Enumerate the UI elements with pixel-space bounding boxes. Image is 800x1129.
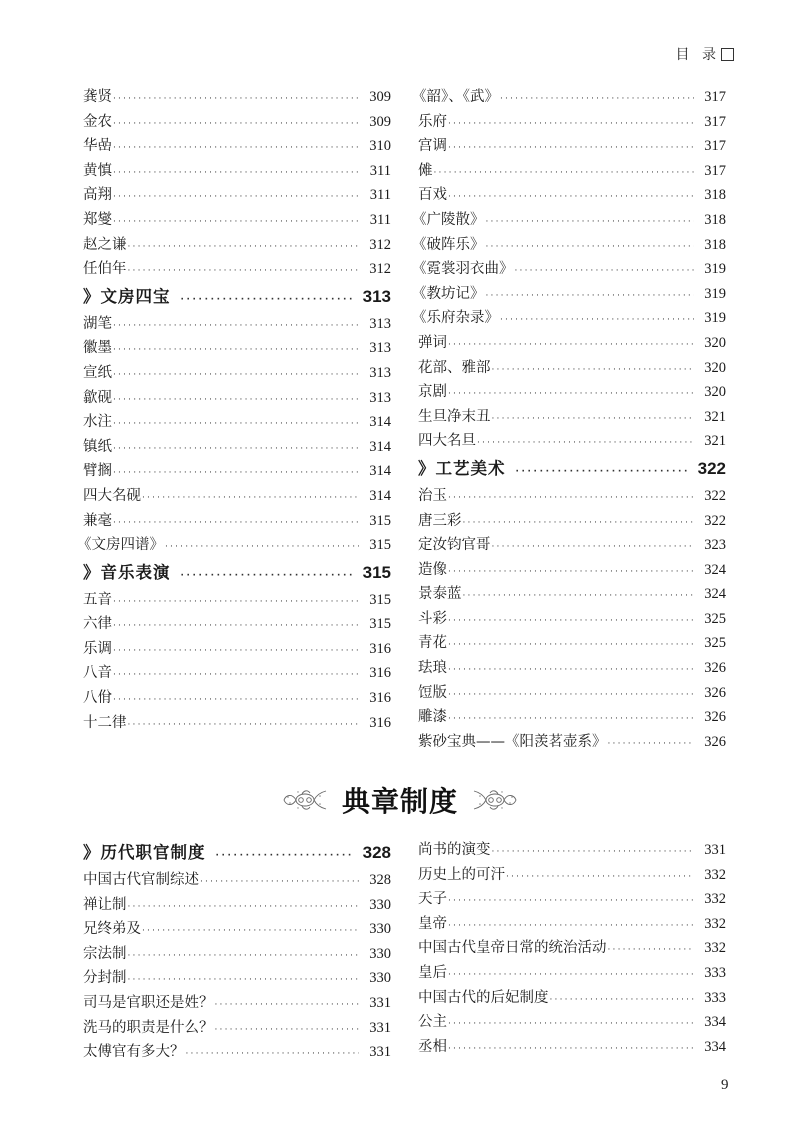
toc-entry-page: 331: [704, 842, 726, 858]
toc-entry[interactable]: [77, 533, 391, 558]
toc-entry-page: 326: [704, 660, 726, 677]
toc-entry[interactable]: [418, 936, 726, 961]
toc-entry-page: 331: [369, 994, 391, 1011]
toc-entry-page: 330: [369, 896, 391, 913]
dot-leader: [215, 993, 360, 1018]
dot-leader: [506, 865, 694, 890]
square-box-icon: [721, 48, 734, 61]
dot-leader: [113, 511, 359, 536]
toc-entry[interactable]: [83, 991, 391, 1016]
toc-entry[interactable]: [83, 1040, 391, 1065]
dot-leader: [608, 732, 695, 757]
dot-leader: [113, 185, 359, 210]
toc-entry-title: 赵之谦: [83, 236, 127, 253]
page-number: 9: [721, 1077, 729, 1093]
toc-entry-page: 317: [704, 162, 726, 179]
floral-ornament-left-icon: [282, 787, 328, 813]
dot-leader: [113, 461, 359, 486]
toc-entry[interactable]: [83, 257, 391, 282]
toc-entry[interactable]: [418, 380, 726, 405]
toc-entry[interactable]: [83, 588, 391, 613]
toc-entry[interactable]: [418, 863, 726, 888]
dot-leader: [448, 609, 694, 634]
toc-entry-title: 湖笔: [83, 315, 112, 332]
toc-entry[interactable]: [83, 612, 391, 637]
toc-entry[interactable]: [418, 912, 726, 937]
toc-section-heading[interactable]: [83, 282, 391, 312]
toc-entry[interactable]: [83, 484, 391, 509]
dot-leader: [448, 889, 694, 914]
toc-entry-title: 中国古代官制综述: [83, 872, 199, 888]
toc-entry[interactable]: [83, 637, 391, 662]
toc-entry-page: 318: [704, 187, 726, 204]
toc-entry[interactable]: [418, 405, 726, 430]
toc-entry[interactable]: [83, 435, 391, 460]
toc-entry[interactable]: [418, 558, 726, 583]
toc-entry-page: 332: [704, 866, 726, 883]
toc-entry-title: 《霓裳羽衣曲》: [412, 261, 514, 278]
toc-entry-title: 珐琅: [418, 660, 447, 677]
toc-entry-page: 326: [704, 709, 726, 726]
toc-upper-right-column: [412, 85, 726, 754]
toc-entry-page: 316: [369, 665, 391, 682]
toc-entry[interactable]: [83, 208, 391, 233]
chapter-heading: [0, 780, 800, 820]
toc-entry[interactable]: [418, 730, 726, 755]
dot-leader: [128, 968, 360, 993]
toc-entry-title: 丞相: [418, 1038, 447, 1055]
toc-entry-page: 332: [704, 915, 726, 932]
toc-entry-title: 宫调: [418, 138, 447, 155]
dot-leader: [486, 284, 695, 309]
toc-entry-title: 》文房四宝: [83, 286, 171, 306]
dot-leader: [216, 841, 354, 871]
toc-entry[interactable]: [418, 656, 726, 681]
dot-leader: [113, 388, 359, 413]
dot-leader: [113, 338, 359, 363]
dot-leader: [608, 938, 695, 963]
running-head: [676, 44, 734, 64]
toc-section-heading[interactable]: [83, 838, 391, 868]
toc-entry[interactable]: [83, 110, 391, 135]
dot-leader: [128, 713, 360, 738]
dot-leader: [448, 658, 694, 683]
dot-leader: [463, 584, 695, 609]
dot-leader: [113, 688, 359, 713]
toc-entry-title: 历史上的可汗: [418, 866, 505, 883]
toc-entry[interactable]: [83, 509, 391, 534]
toc-entry-title: 司马是官职还是姓？: [83, 994, 214, 1011]
toc-entry-title: 公主: [418, 1014, 447, 1031]
toc-entry-page: 325: [704, 610, 726, 627]
toc-entry-page: 324: [704, 561, 726, 578]
toc-entry-page: 330: [369, 921, 391, 938]
toc-entry-title: 臂搁: [83, 463, 112, 480]
toc-section-heading[interactable]: [418, 454, 726, 484]
dot-leader: [128, 235, 360, 260]
toc-entry-title: 徽墨: [83, 340, 112, 357]
toc-entry-title: 京剧: [418, 384, 447, 401]
toc-entry-page: 330: [369, 945, 391, 962]
toc-entry-title: 皇后: [418, 964, 447, 981]
dot-leader: [113, 639, 359, 664]
toc-entry[interactable]: [83, 183, 391, 208]
toc-entry-title: 天子: [418, 891, 447, 908]
toc-entry[interactable]: [418, 429, 726, 454]
toc-entry-page: 313: [369, 389, 391, 406]
toc-entry-page: 317: [704, 113, 726, 130]
toc-entry[interactable]: [83, 917, 391, 942]
toc-entry[interactable]: [412, 85, 726, 110]
toc-entry-title: 黄慎: [83, 162, 112, 179]
toc-entry-page: 318: [704, 236, 726, 253]
dot-leader: [448, 707, 694, 732]
toc-entry-title: 六律: [83, 616, 112, 633]
toc-entry-title: 《乐府杂录》: [412, 310, 499, 327]
toc-entry-page: 322: [704, 512, 726, 529]
dot-leader: [492, 358, 695, 383]
toc-entry-page: 315: [369, 616, 391, 633]
toc-lower-left-column: [83, 838, 391, 1065]
toc-entry-title: 造像: [418, 561, 447, 578]
dot-leader: [113, 590, 359, 615]
toc-entry-page: 333: [704, 989, 726, 1006]
toc-entry-page: 309: [369, 113, 391, 130]
toc-entry-page: 326: [704, 684, 726, 701]
toc-entry-title: 高翔: [83, 187, 112, 204]
toc-entry[interactable]: [418, 1035, 726, 1060]
dot-leader: [486, 235, 695, 260]
floral-ornament-right-icon: [472, 787, 518, 813]
toc-entry[interactable]: [412, 208, 726, 233]
toc-entry-page: 314: [369, 487, 391, 504]
dot-leader: [113, 210, 359, 235]
toc-entry[interactable]: [412, 306, 726, 331]
toc-entry-page: 321: [704, 408, 726, 425]
toc-entry-page: 316: [369, 690, 391, 707]
dot-leader: [448, 486, 694, 511]
toc-entry-page: 330: [369, 970, 391, 987]
toc-entry-title: 宣纸: [83, 364, 112, 381]
dot-leader: [492, 535, 695, 560]
toc-entry[interactable]: [418, 356, 726, 381]
toc-entry-title: 宗法制: [83, 945, 127, 962]
toc-entry-title: 分封制: [83, 970, 127, 987]
toc-entry-page: 332: [704, 891, 726, 908]
toc-entry-title: 十二律: [83, 714, 127, 731]
toc-entry-title: 斗彩: [418, 610, 447, 627]
dot-leader: [165, 535, 359, 560]
toc-entry-page: 311: [369, 162, 391, 179]
toc-entry-page: 315: [369, 591, 391, 608]
dot-leader: [113, 663, 359, 688]
toc-entry[interactable]: [83, 1016, 391, 1041]
toc-entry-page: 322: [704, 487, 726, 504]
toc-entry-page: 315: [369, 512, 391, 529]
toc-entry[interactable]: [412, 233, 726, 258]
toc-entry[interactable]: [83, 410, 391, 435]
toc-entry[interactable]: [83, 966, 391, 991]
dot-leader: [448, 560, 694, 585]
running-head-label: 目 录: [675, 47, 720, 63]
toc-entry-title: 定汝钧官哥: [418, 537, 491, 554]
toc-entry[interactable]: [412, 282, 726, 307]
toc-entry[interactable]: [83, 459, 391, 484]
dot-leader: [500, 308, 694, 333]
toc-entry-page: 312: [369, 261, 391, 278]
toc-entry-title: 《广陵散》: [412, 211, 485, 228]
toc-entry-page: 322: [697, 458, 726, 478]
toc-entry[interactable]: [83, 868, 391, 893]
toc-entry-title: 禅让制: [83, 896, 127, 913]
toc-entry[interactable]: [83, 893, 391, 918]
toc-entry-title: 四大名砚: [83, 487, 141, 504]
dot-leader: [200, 870, 359, 895]
toc-entry-title: 青花: [418, 635, 447, 652]
toc-entry[interactable]: [83, 336, 391, 361]
toc-entry-page: 331: [369, 1044, 391, 1061]
toc-entry-title: 紫砂宝典——《阳羡茗壶系》: [418, 733, 607, 750]
toc-entry-title: 乐调: [83, 640, 112, 657]
dot-leader: [186, 1042, 360, 1067]
dot-leader: [448, 1012, 694, 1037]
dot-leader: [448, 963, 694, 988]
toc-entry-page: 314: [369, 463, 391, 480]
toc-entry[interactable]: [418, 607, 726, 632]
toc-entry-page: 320: [704, 384, 726, 401]
toc-entry-page: 318: [704, 211, 726, 228]
toc-entry-title: 《韶》、《武》: [412, 89, 499, 105]
toc-entry[interactable]: [418, 838, 726, 863]
toc-entry[interactable]: [418, 331, 726, 356]
toc-entry-title: 》工艺美术: [418, 458, 506, 478]
toc-entry-page: 331: [369, 1019, 391, 1036]
toc-entry-title: 兼毫: [83, 512, 112, 529]
toc-entry-page: 313: [369, 364, 391, 381]
toc-upper-left-column: [77, 85, 391, 735]
toc-entry-page: 324: [704, 586, 726, 603]
toc-entry-page: 328: [362, 843, 391, 862]
toc-entry-page: 319: [704, 310, 726, 327]
toc-entry-page: 320: [704, 334, 726, 351]
toc-entry-title: 花部、雅部: [418, 359, 491, 376]
toc-entry[interactable]: [418, 183, 726, 208]
toc-entry[interactable]: [418, 681, 726, 706]
dot-leader: [113, 136, 359, 161]
dot-leader: [448, 914, 694, 939]
toc-entry[interactable]: [412, 257, 726, 282]
toc-entry-page: 311: [369, 211, 391, 228]
toc-entry[interactable]: [83, 159, 391, 184]
dot-leader: [500, 87, 694, 112]
toc-entry-page: 310: [369, 138, 391, 155]
dot-leader: [113, 363, 359, 388]
toc-entry[interactable]: [83, 361, 391, 386]
toc-entry-page: 334: [704, 1014, 726, 1031]
dot-leader: [113, 314, 359, 339]
dot-leader: [128, 895, 360, 920]
toc-entry[interactable]: [418, 986, 726, 1011]
toc-entry-title: 景泰蓝: [418, 586, 462, 603]
toc-entry[interactable]: [83, 85, 391, 110]
dot-leader: [515, 259, 695, 284]
toc-entry-title: 》历代职官制度: [83, 843, 206, 862]
toc-entry[interactable]: [418, 110, 726, 135]
toc-entry-title: 生旦净末丑: [418, 408, 491, 425]
toc-entry-title: 任伯年: [83, 261, 127, 278]
toc-entry[interactable]: [83, 386, 391, 411]
dot-leader: [113, 112, 359, 137]
dot-leader: [113, 437, 359, 462]
dot-leader: [448, 185, 694, 210]
dot-leader: [448, 136, 694, 161]
toc-section-heading[interactable]: [83, 558, 391, 588]
dot-leader: [486, 210, 695, 235]
toc-entry[interactable]: [83, 233, 391, 258]
toc-entry-page: 316: [369, 640, 391, 657]
dot-leader: [434, 161, 695, 186]
toc-entry-page: 315: [362, 562, 391, 582]
toc-entry-title: 唐三彩: [418, 512, 462, 529]
toc-entry-title: 太傅官有多大？: [83, 1044, 185, 1061]
toc-entry-page: 320: [704, 359, 726, 376]
toc-entry-title: 皇帝: [418, 915, 447, 932]
toc-entry-title: 百戏: [418, 187, 447, 204]
toc-entry-title: 八佾: [83, 690, 112, 707]
toc-entry-title: 饾版: [418, 684, 447, 701]
dot-leader: [448, 333, 694, 358]
toc-entry-title: 镇纸: [83, 438, 112, 455]
toc-entry-title: 水注: [83, 414, 112, 431]
toc-entry-page: 311: [369, 187, 391, 204]
dot-leader: [113, 614, 359, 639]
toc-entry-title: 兄终弟及: [83, 921, 141, 938]
toc-entry-title: 傩: [418, 162, 433, 179]
chapter-title: 典章制度: [341, 785, 458, 818]
toc-entry-page: 312: [369, 236, 391, 253]
toc-entry[interactable]: [418, 705, 726, 730]
toc-entry-title: 弹词: [418, 334, 447, 351]
toc-entry-page: 321: [704, 433, 726, 450]
toc-entry-page: 333: [704, 964, 726, 981]
dot-leader: [492, 840, 695, 865]
dot-leader: [142, 486, 359, 511]
toc-entry-title: 《文房四谱》: [77, 537, 164, 554]
toc-entry-page: 309: [369, 89, 391, 105]
toc-entry-page: 316: [369, 714, 391, 731]
toc-entry-title: 金农: [83, 113, 112, 130]
dot-leader: [181, 561, 354, 591]
dot-leader: [113, 412, 359, 437]
dot-leader: [463, 511, 695, 536]
dot-leader: [448, 112, 694, 137]
toc-entry-title: 》音乐表演: [83, 562, 171, 582]
dot-leader: [448, 633, 694, 658]
dot-leader: [492, 407, 695, 432]
toc-entry-page: 334: [704, 1038, 726, 1055]
toc-entry[interactable]: [418, 134, 726, 159]
toc-entry-title: 中国古代皇帝日常的统治活动: [418, 940, 607, 957]
toc-entry-page: 332: [704, 940, 726, 957]
toc-entry[interactable]: [83, 711, 391, 736]
toc-entry-page: 314: [369, 414, 391, 431]
toc-entry-title: 五音: [83, 591, 112, 608]
toc-entry-page: 317: [704, 89, 726, 105]
dot-leader: [113, 87, 359, 112]
toc-entry[interactable]: [83, 686, 391, 711]
toc-entry[interactable]: [418, 582, 726, 607]
toc-entry-page: 317: [704, 138, 726, 155]
toc-lower-right-column: [418, 838, 726, 1059]
dot-leader: [550, 988, 695, 1013]
toc-entry-page: 313: [362, 286, 391, 306]
toc-entry-title: 四大名旦: [418, 433, 476, 450]
toc-entry-title: 八音: [83, 665, 112, 682]
toc-entry[interactable]: [83, 942, 391, 967]
toc-entry-title: 华嵒: [83, 138, 112, 155]
toc-entry-page: 313: [369, 315, 391, 332]
toc-entry[interactable]: [418, 887, 726, 912]
dot-leader: [181, 285, 354, 315]
toc-entry-page: 319: [704, 285, 726, 302]
toc-entry-page: 315: [369, 537, 391, 554]
dot-leader: [128, 944, 360, 969]
toc-entry-title: 乐府: [418, 113, 447, 130]
toc-entry-page: 314: [369, 438, 391, 455]
toc-entry-page: 326: [704, 733, 726, 750]
toc-entry-title: 雕漆: [418, 709, 447, 726]
dot-leader: [516, 457, 689, 487]
toc-entry-page: 319: [704, 261, 726, 278]
dot-leader: [448, 683, 694, 708]
toc-entry-title: 中国古代的后妃制度: [418, 989, 549, 1006]
dot-leader: [142, 919, 359, 944]
toc-entry-page: 328: [369, 872, 391, 888]
dot-leader: [448, 1037, 694, 1062]
toc-entry[interactable]: [418, 631, 726, 656]
toc-entry[interactable]: [83, 661, 391, 686]
toc-entry-title: 《破阵乐》: [412, 236, 485, 253]
dot-leader: [448, 382, 694, 407]
toc-entry-title: 《教坊记》: [412, 285, 485, 302]
toc-entry[interactable]: [418, 484, 726, 509]
toc-entry-page: 313: [369, 340, 391, 357]
toc-entry[interactable]: [418, 509, 726, 534]
toc-entry[interactable]: [83, 134, 391, 159]
toc-entry-title: 洗马的职责是什么？: [83, 1019, 214, 1036]
dot-leader: [215, 1018, 360, 1043]
toc-entry[interactable]: [418, 159, 726, 184]
toc-entry[interactable]: [418, 1010, 726, 1035]
dot-leader: [477, 431, 694, 456]
dot-leader: [128, 259, 360, 284]
toc-entry-title: 龚贤: [83, 89, 112, 105]
dot-leader: [113, 161, 359, 186]
toc-entry-title: 歙砚: [83, 389, 112, 406]
toc-entry-page: 323: [704, 537, 726, 554]
toc-entry-page: 325: [704, 635, 726, 652]
toc-entry[interactable]: [418, 533, 726, 558]
toc-entry-title: 治玉: [418, 487, 447, 504]
toc-entry[interactable]: [418, 961, 726, 986]
toc-entry[interactable]: [83, 312, 391, 337]
toc-entry-title: 郑燮: [83, 211, 112, 228]
toc-entry-title: 尚书的演变: [418, 842, 491, 858]
